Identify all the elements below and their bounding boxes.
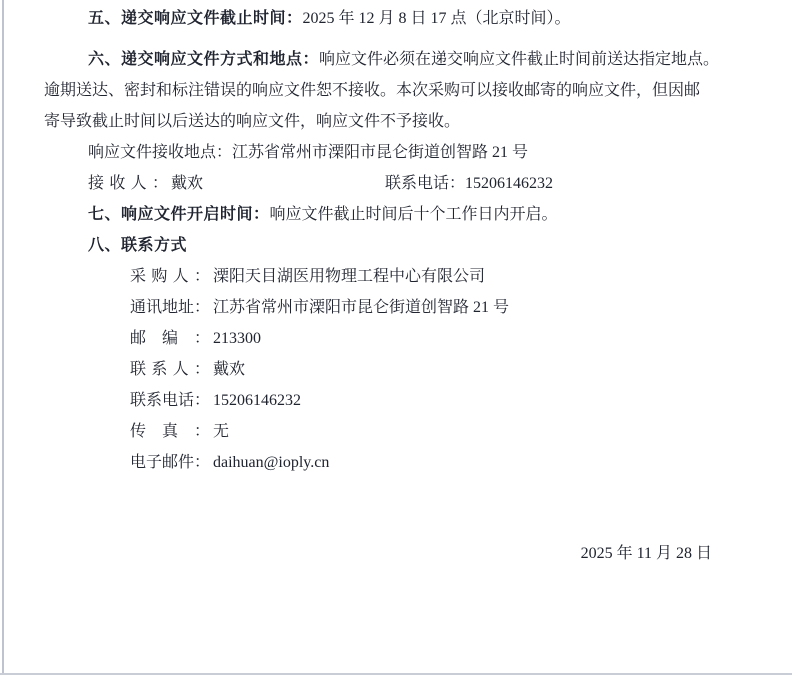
section-7-text: 响应文件截止时间后十个工作日内开启。 [269,206,558,223]
contact-label: 采购人： [130,268,210,285]
contact-label: 传真： [130,423,210,440]
receive-address-line [44,137,722,168]
contact-value: 15206146232 [213,392,301,409]
section-7-heading: 七、响应文件开启时间： [88,206,270,223]
section-8-heading: 八、联系方式 [88,237,188,254]
receiver-phone-group [385,168,553,199]
contact-row-person [44,354,722,385]
receive-address-label: 响应文件接收地点： [88,144,233,161]
contact-value: daihuan@ioply.cn [213,454,330,471]
receiver-phone-label: 联系电话： [385,175,466,192]
contact-value: 无 [213,423,230,440]
section-6-heading: 六、递交响应文件方式和地点： [88,51,320,68]
contact-label: 电子邮件： [130,454,211,471]
receiver-phone-value: 15206146232 [465,175,554,192]
receive-address-value: 江苏省常州市溧阳市昆仑街道创智路 21 号 [232,144,529,161]
document-date: 2025 年 11 月 28 日 [580,545,712,562]
contact-row-address [44,292,722,323]
receiver-name: 戴欢 [171,175,204,192]
section-6-text-line1: 响应文件必须在递交响应文件截止时间前送达指定地点。 [319,51,720,68]
receiver-line [44,168,722,199]
contact-row-phone [44,385,722,416]
contact-label: 联系人： [130,361,210,378]
contact-label: 通讯地址： [130,299,211,316]
contact-row-fax [44,416,722,447]
section-6-text-line3: 寄导致截止时间以后送达的响应文件，响应文件不予接收。 [44,113,461,130]
section-5-text: 2025 年 12 月 8 日 17 点（北京时间）。 [302,10,571,27]
section-6-method-line1 [44,44,722,75]
receiver-label: 接收人： [88,175,168,192]
contact-row-buyer [44,261,722,292]
contact-label: 联系电话： [130,392,211,409]
section-8-contact [44,230,722,261]
contact-value: 江苏省常州市溧阳市昆仑街道创智路 21 号 [213,299,510,316]
contact-label: 邮编： [130,330,210,347]
section-5-heading: 五、递交响应文件截止时间： [88,10,303,27]
section-7-opening [44,199,722,230]
contact-row-postcode [44,323,722,354]
contact-value: 213300 [213,330,261,347]
section-6-text-line2: 逾期送达、密封和标注错误的响应文件恕不接收。本次采购可以接收邮寄的响应文件，但因邮 [44,82,701,99]
contact-row-email [44,447,722,478]
section-6-method-line3 [44,106,722,137]
section-5-deadline [44,3,722,34]
contact-value: 戴欢 [213,361,246,378]
section-6-method-line2 [44,75,722,106]
contact-value: 溧阳天目湖医用物理工程中心有限公司 [213,268,486,285]
